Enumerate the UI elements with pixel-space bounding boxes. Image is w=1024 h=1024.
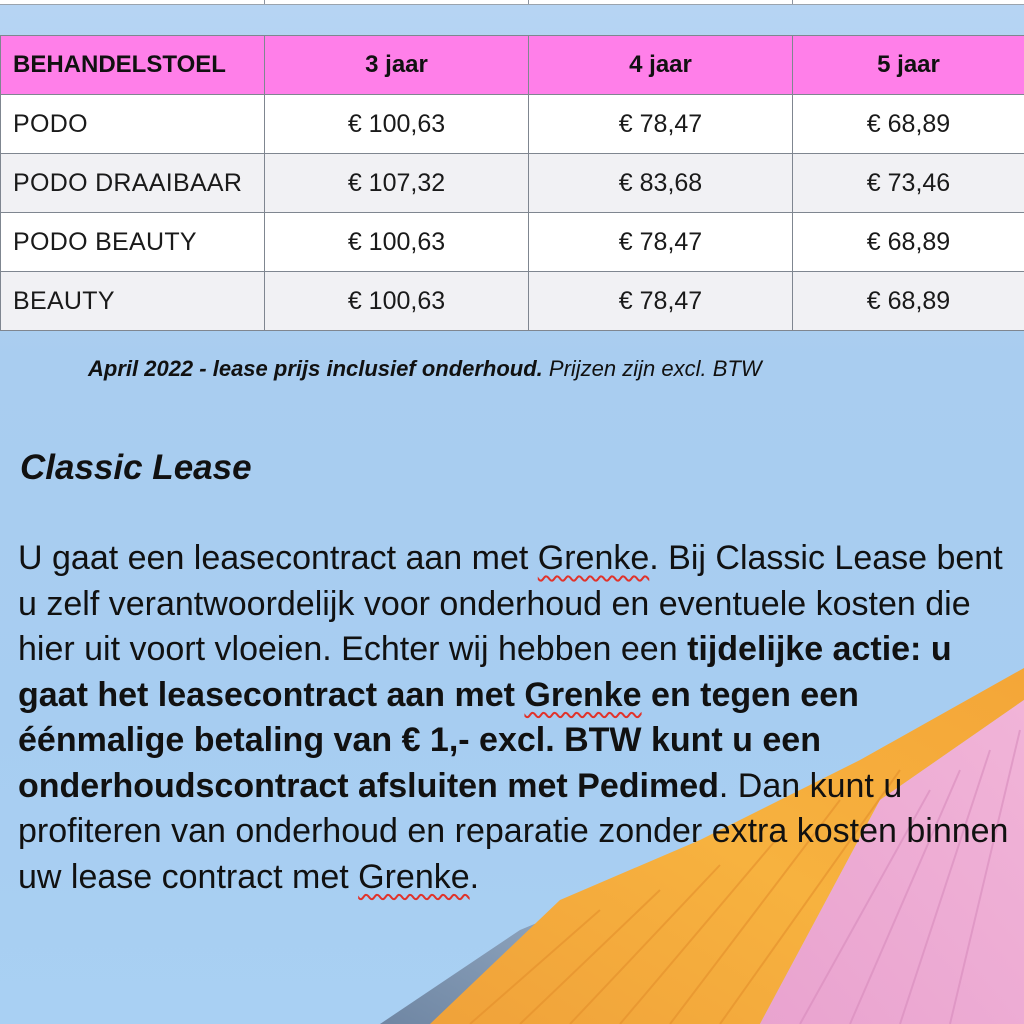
column-header: 3 jaar — [265, 36, 529, 95]
price-cell: € 68,89 — [793, 95, 1024, 154]
price-cell: € 68,89 — [793, 272, 1024, 331]
paragraph-text: U gaat een leasecontract aan met — [18, 539, 538, 577]
table-row — [1, 154, 1024, 213]
lease-price-table — [0, 35, 1024, 331]
caption-bold: April 2022 - lease prijs inclusief onderhoud. — [88, 356, 543, 381]
paragraph-bold-text: tijdelijke actie: u gaat het leasecontract aan met — [18, 630, 952, 714]
product-name-cell: PODO DRAAIBAAR — [1, 154, 265, 213]
table-caption — [88, 356, 762, 382]
table-row — [1, 272, 1024, 331]
paragraph-text: . — [469, 857, 480, 896]
price-cell: € 78,47 — [529, 272, 793, 331]
price-cell: € 83,68 — [529, 154, 793, 213]
column-header: BEHANDELSTOEL — [1, 36, 265, 95]
product-name-cell: PODO — [1, 95, 265, 154]
section-paragraph — [18, 536, 1018, 900]
grenke-word: Grenke — [358, 857, 470, 896]
section-title: Classic Lease — [20, 448, 252, 487]
grenke-word: Grenke — [524, 675, 642, 714]
price-cell: € 100,63 — [265, 272, 529, 331]
table-row — [1, 213, 1024, 272]
previous-table-edge — [0, 0, 1024, 5]
paragraph-text: . Dan kunt u profiteren van onderhoud en reparatie zonder extra kosten binnen uw lease contract met — [18, 766, 1009, 896]
price-cell: € 78,47 — [529, 213, 793, 272]
price-cell: € 78,47 — [529, 95, 793, 154]
paragraph-bold-text: en tegen een éénmalige betaling van € 1,- excl. BTW kunt u een onderhoudscontract afsluiten met Pedimed — [18, 675, 859, 805]
price-cell: € 68,89 — [793, 213, 1024, 272]
caption-normal: Prijzen zijn excl. BTW — [542, 356, 762, 381]
price-cell: € 73,46 — [793, 154, 1024, 213]
product-name-cell: PODO BEAUTY — [1, 213, 265, 272]
price-cell: € 107,32 — [265, 154, 529, 213]
column-header: 5 jaar — [793, 36, 1024, 95]
product-name-cell: BEAUTY — [1, 272, 265, 331]
table-row — [1, 95, 1024, 154]
column-header: 4 jaar — [529, 36, 793, 95]
paragraph-text: . Bij Classic Lease bent u zelf verantwoordelijk voor onderhoud en eventuele kosten die hier uit voort vloeien. Echter wij hebben een — [18, 539, 1003, 668]
grenke-word: Grenke — [537, 539, 650, 577]
price-cell: € 100,63 — [265, 95, 529, 154]
price-cell: € 100,63 — [265, 213, 529, 272]
table-header-row — [1, 36, 1024, 95]
